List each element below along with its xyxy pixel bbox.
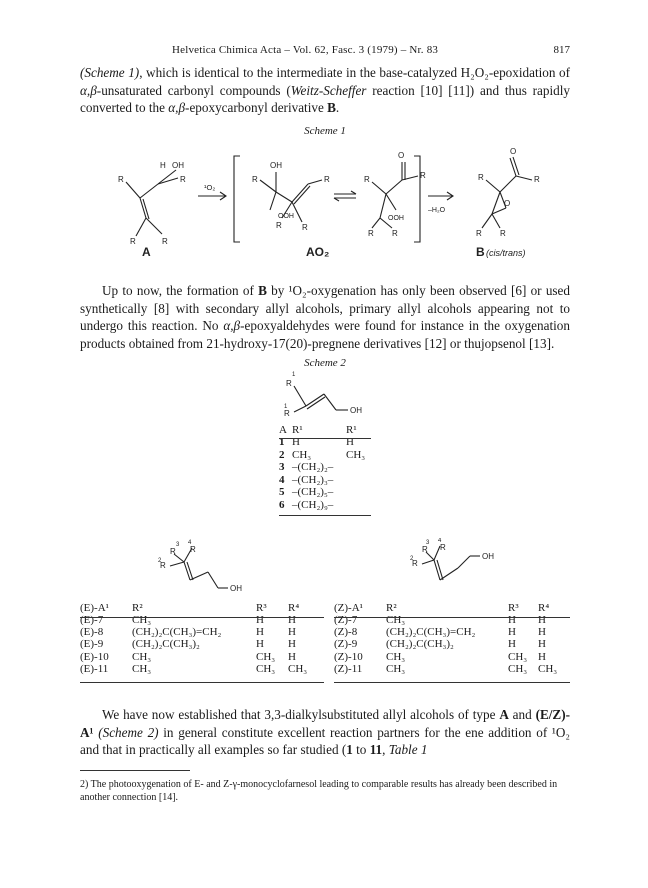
compound-label-ao2: AO₂ bbox=[306, 245, 330, 259]
scheme-ref: (Scheme 2) bbox=[98, 724, 159, 740]
text-italic: Weitz-Scheffer bbox=[290, 82, 367, 98]
arrow-reagent: ¹O₂ bbox=[204, 183, 216, 192]
text-bold: (E/Z)-A¹ bbox=[80, 707, 570, 740]
table-cell: –(CH₂)₅– bbox=[292, 486, 334, 498]
svg-text:4: 4 bbox=[438, 538, 442, 544]
table-cell: H bbox=[256, 638, 264, 651]
text: We have now established that 3,3-dialkylsubstituted allyl alcohols of type bbox=[102, 707, 500, 722]
table-cell: H bbox=[508, 614, 516, 626]
text: -epoxyaldehydes were found for instance in the oxygenation products obtained from 21-hydroxy-17(20)-pregnene derivatives [12] or thujopsenol [13]. bbox=[80, 318, 570, 351]
text: in general constitute excellent reaction partners for the ene addition of ¹O₂ and that in practically all examples so far studied ( bbox=[80, 724, 571, 758]
z-isomer-structure bbox=[400, 538, 520, 598]
table-cell: (E)-10 bbox=[80, 650, 109, 663]
table-row bbox=[279, 499, 371, 512]
table-cell: CH₃ bbox=[132, 650, 152, 663]
table-cell: 5 bbox=[279, 486, 285, 498]
table-cell: H bbox=[256, 626, 264, 639]
atom-r: R bbox=[476, 229, 482, 238]
superscript: 1 bbox=[292, 372, 296, 378]
text-italic: α,β bbox=[168, 100, 186, 116]
table-row bbox=[279, 461, 371, 474]
atom-r: R bbox=[160, 561, 166, 570]
atom-oh: OH bbox=[350, 406, 362, 415]
table-cell: H bbox=[288, 638, 296, 651]
atom-r: R bbox=[190, 545, 196, 554]
table-header: R³ bbox=[508, 602, 519, 614]
atom-r: R bbox=[162, 237, 168, 246]
table-cell: (CH₂)₂C(CH₃)₂ bbox=[386, 638, 454, 651]
table-cell: (Z)-8 bbox=[334, 626, 358, 639]
atom-r: R bbox=[534, 175, 540, 184]
table-header: R³ bbox=[256, 602, 267, 614]
text-bold: B bbox=[258, 283, 267, 298]
table-rule bbox=[279, 515, 371, 516]
table-cell: CH₃ bbox=[386, 650, 406, 663]
text-italic: α,β bbox=[223, 318, 241, 334]
scheme1-caption: Scheme 1 bbox=[304, 125, 346, 137]
table-rule bbox=[80, 682, 324, 683]
table-rule bbox=[279, 438, 371, 439]
table-header: A bbox=[279, 424, 287, 436]
table-row bbox=[80, 626, 324, 638]
e-isomer-structure bbox=[150, 538, 260, 598]
text: Up to now, the formation of bbox=[102, 283, 259, 298]
table-header: R¹ bbox=[346, 424, 357, 436]
table-cell: (CH₂)₂C(CH₃)=CH₂ bbox=[386, 626, 476, 639]
table-cell: H bbox=[538, 650, 546, 663]
table-cell: H bbox=[256, 614, 264, 626]
svg-text:3: 3 bbox=[426, 540, 430, 546]
superscript: 1 bbox=[284, 404, 288, 410]
atom-o: O bbox=[504, 199, 511, 208]
atom-o: O bbox=[510, 147, 517, 156]
table-cell: CH₃ bbox=[508, 662, 528, 675]
text: , which is identical to the intermediate in the base-catalyzed H₂O₂-epoxidation of bbox=[139, 65, 570, 80]
table-cell: 1 bbox=[279, 436, 285, 448]
table-cell: CH₃ bbox=[132, 614, 152, 626]
atom-r: R bbox=[284, 409, 290, 418]
footnote bbox=[80, 778, 570, 804]
scheme2-structure bbox=[276, 370, 386, 426]
table-cell: CH₃ bbox=[288, 662, 308, 675]
atom-r: R bbox=[440, 543, 446, 552]
text: -unsaturated carbonyl compounds ( bbox=[96, 82, 291, 98]
atom-o: O bbox=[398, 151, 405, 160]
atom-r: R bbox=[422, 545, 428, 554]
table-ref: Table 1 bbox=[388, 742, 428, 758]
svg-text:4: 4 bbox=[188, 540, 192, 546]
running-header bbox=[80, 44, 570, 56]
text: reaction [10] [11]) and thus rapidly converted to the bbox=[80, 82, 570, 116]
text-bold: 1 bbox=[346, 742, 353, 758]
table-cell bbox=[346, 486, 371, 499]
table-header: R² bbox=[132, 602, 143, 614]
atom-r: R bbox=[276, 221, 282, 230]
table-row bbox=[80, 651, 324, 663]
table-cell: CH₃ bbox=[292, 448, 312, 461]
table-cell: (Z)-11 bbox=[334, 662, 363, 675]
table-cell: (E)-7 bbox=[80, 614, 104, 626]
atom-ooh: OOH bbox=[388, 215, 404, 222]
atom-r: R bbox=[364, 175, 370, 184]
table-header: (Z)-A¹ bbox=[334, 602, 363, 614]
table-header: R² bbox=[386, 602, 397, 614]
table-row bbox=[80, 614, 324, 626]
table-cell: (Z)-9 bbox=[334, 638, 358, 651]
table-cell: –(CH₂)₃– bbox=[292, 473, 334, 486]
table-cell: (CH₂)₂C(CH₃)=CH₂ bbox=[132, 626, 222, 639]
svg-text:2: 2 bbox=[158, 558, 162, 564]
svg-text:3: 3 bbox=[176, 542, 180, 548]
table-cell: (E)-11 bbox=[80, 662, 109, 675]
atom-h: H bbox=[160, 161, 166, 170]
table-row bbox=[80, 663, 324, 675]
paragraph-3 bbox=[80, 706, 570, 759]
table-cell: 4 bbox=[279, 473, 285, 486]
text-bold: A bbox=[499, 707, 509, 722]
table-cell: CH₃ bbox=[346, 448, 366, 461]
text: to bbox=[352, 742, 370, 758]
table-cell: H bbox=[346, 436, 354, 448]
atom-oh: OH bbox=[172, 161, 184, 170]
table-cell: H bbox=[288, 614, 296, 626]
atom-r: R bbox=[478, 173, 484, 182]
table-cell: H bbox=[538, 638, 546, 651]
table-cell: H bbox=[288, 650, 296, 663]
atom-r: R bbox=[302, 223, 308, 232]
footnote-mark: 2) bbox=[80, 779, 89, 790]
table-cell: CH₃ bbox=[256, 650, 276, 663]
table-row bbox=[334, 663, 570, 675]
atom-r: R bbox=[392, 229, 398, 238]
table-cell: H bbox=[508, 626, 516, 639]
table-cell: –(CH₂)₂– bbox=[292, 461, 334, 473]
footnote-text: The photooxygenation of E- and Z-γ-monocyclofarnesol leading to comparable results has already been described in another connection [14]. bbox=[80, 779, 558, 803]
footnote-rule bbox=[80, 770, 190, 771]
table-rule bbox=[80, 617, 324, 618]
table-row bbox=[279, 474, 371, 487]
text-bold: B bbox=[327, 100, 336, 116]
atom-oh: OH bbox=[230, 584, 242, 593]
arrow-condition: –H₂O bbox=[428, 207, 446, 214]
table-cell: (E)-9 bbox=[80, 638, 104, 651]
atom-r: R bbox=[420, 171, 426, 180]
compound-label-a: A bbox=[142, 245, 151, 259]
page-number: 817 bbox=[553, 44, 570, 56]
table-cell: (Z)-7 bbox=[334, 614, 358, 626]
table-row bbox=[334, 638, 570, 650]
atom-r: R bbox=[170, 547, 176, 556]
atom-r: R bbox=[252, 175, 258, 184]
text-bold: 11 bbox=[369, 742, 383, 758]
table-cell: (E)-8 bbox=[80, 626, 104, 639]
table-cell: CH₃ bbox=[386, 614, 406, 626]
table-rule bbox=[334, 617, 570, 618]
table-cell: 3 bbox=[279, 461, 285, 473]
atom-oh: OH bbox=[482, 552, 494, 561]
atom-r: R bbox=[130, 237, 136, 246]
compound-label-b-suffix: (cis/trans) bbox=[486, 248, 526, 258]
scheme-ref: (Scheme 1) bbox=[80, 65, 140, 80]
table-row bbox=[334, 626, 570, 638]
scheme2-caption: Scheme 2 bbox=[304, 357, 346, 369]
table-cell: H bbox=[508, 638, 516, 651]
text: by ¹O₂-oxygenation has only been observed [6] or used synthetically [8] with secondary allyl alcohols, primary allyl alcohols appearing not to undergo this reaction. No bbox=[80, 283, 570, 334]
table-cell: (Z)-10 bbox=[334, 650, 363, 663]
z-table-body bbox=[334, 614, 570, 675]
table-cell: H bbox=[538, 614, 546, 626]
table-cell: CH₃ bbox=[538, 662, 558, 675]
table-row bbox=[334, 651, 570, 663]
scheme2-table-body bbox=[279, 436, 371, 511]
table-cell: (CH₂)₂C(CH₃)₂ bbox=[132, 638, 200, 651]
table-cell bbox=[346, 461, 371, 474]
table-row bbox=[334, 614, 570, 626]
atom-r: R bbox=[118, 175, 124, 184]
table-header: R⁴ bbox=[288, 602, 300, 614]
atom-r: R bbox=[500, 229, 506, 238]
atom-r: R bbox=[324, 175, 330, 184]
table-cell: –(CH₂)₉– bbox=[292, 498, 334, 511]
table-row bbox=[279, 449, 371, 462]
atom-r: R bbox=[412, 559, 418, 568]
table-cell: H bbox=[288, 626, 296, 639]
text: -epoxycarbonyl derivative bbox=[185, 100, 328, 116]
paragraph-2 bbox=[80, 282, 570, 352]
text-italic: α,β bbox=[80, 82, 97, 98]
table-cell bbox=[346, 474, 371, 487]
table-cell: 6 bbox=[279, 498, 285, 511]
text: and bbox=[508, 707, 536, 722]
table-header: R⁴ bbox=[538, 602, 550, 614]
text: , bbox=[382, 742, 389, 758]
table-cell bbox=[346, 499, 371, 512]
table-cell: H bbox=[292, 436, 300, 448]
z-isomer-table bbox=[334, 602, 570, 675]
paragraph-1 bbox=[80, 64, 570, 117]
svg-text:2: 2 bbox=[410, 556, 414, 562]
atom-ooh: OOH bbox=[278, 213, 294, 220]
compound-label-b: B bbox=[476, 245, 485, 259]
table-row bbox=[80, 638, 324, 650]
table-cell: 2 bbox=[279, 448, 285, 461]
e-isomer-table bbox=[80, 602, 324, 675]
atom-r: R bbox=[368, 229, 374, 238]
journal-title: Helvetica Chimica Acta – Vol. 62, Fasc. 3 (1979) – Nr. 83 bbox=[172, 44, 439, 56]
table-cell: CH₃ bbox=[386, 662, 406, 675]
atom-oh: OH bbox=[270, 161, 282, 170]
table-header: (E)-A¹ bbox=[80, 602, 109, 614]
text: . bbox=[335, 100, 340, 116]
atom-r: R bbox=[286, 379, 292, 388]
e-table-body bbox=[80, 614, 324, 675]
table-cell: CH₃ bbox=[132, 662, 152, 675]
table-rule bbox=[334, 682, 570, 683]
table-row bbox=[279, 486, 371, 499]
table-cell: CH₃ bbox=[508, 650, 528, 663]
table-cell: CH₃ bbox=[256, 662, 276, 675]
scheme1-figure bbox=[80, 140, 570, 260]
table-cell: H bbox=[538, 626, 546, 639]
table-header: R¹ bbox=[292, 424, 303, 436]
atom-r: R bbox=[180, 175, 186, 184]
